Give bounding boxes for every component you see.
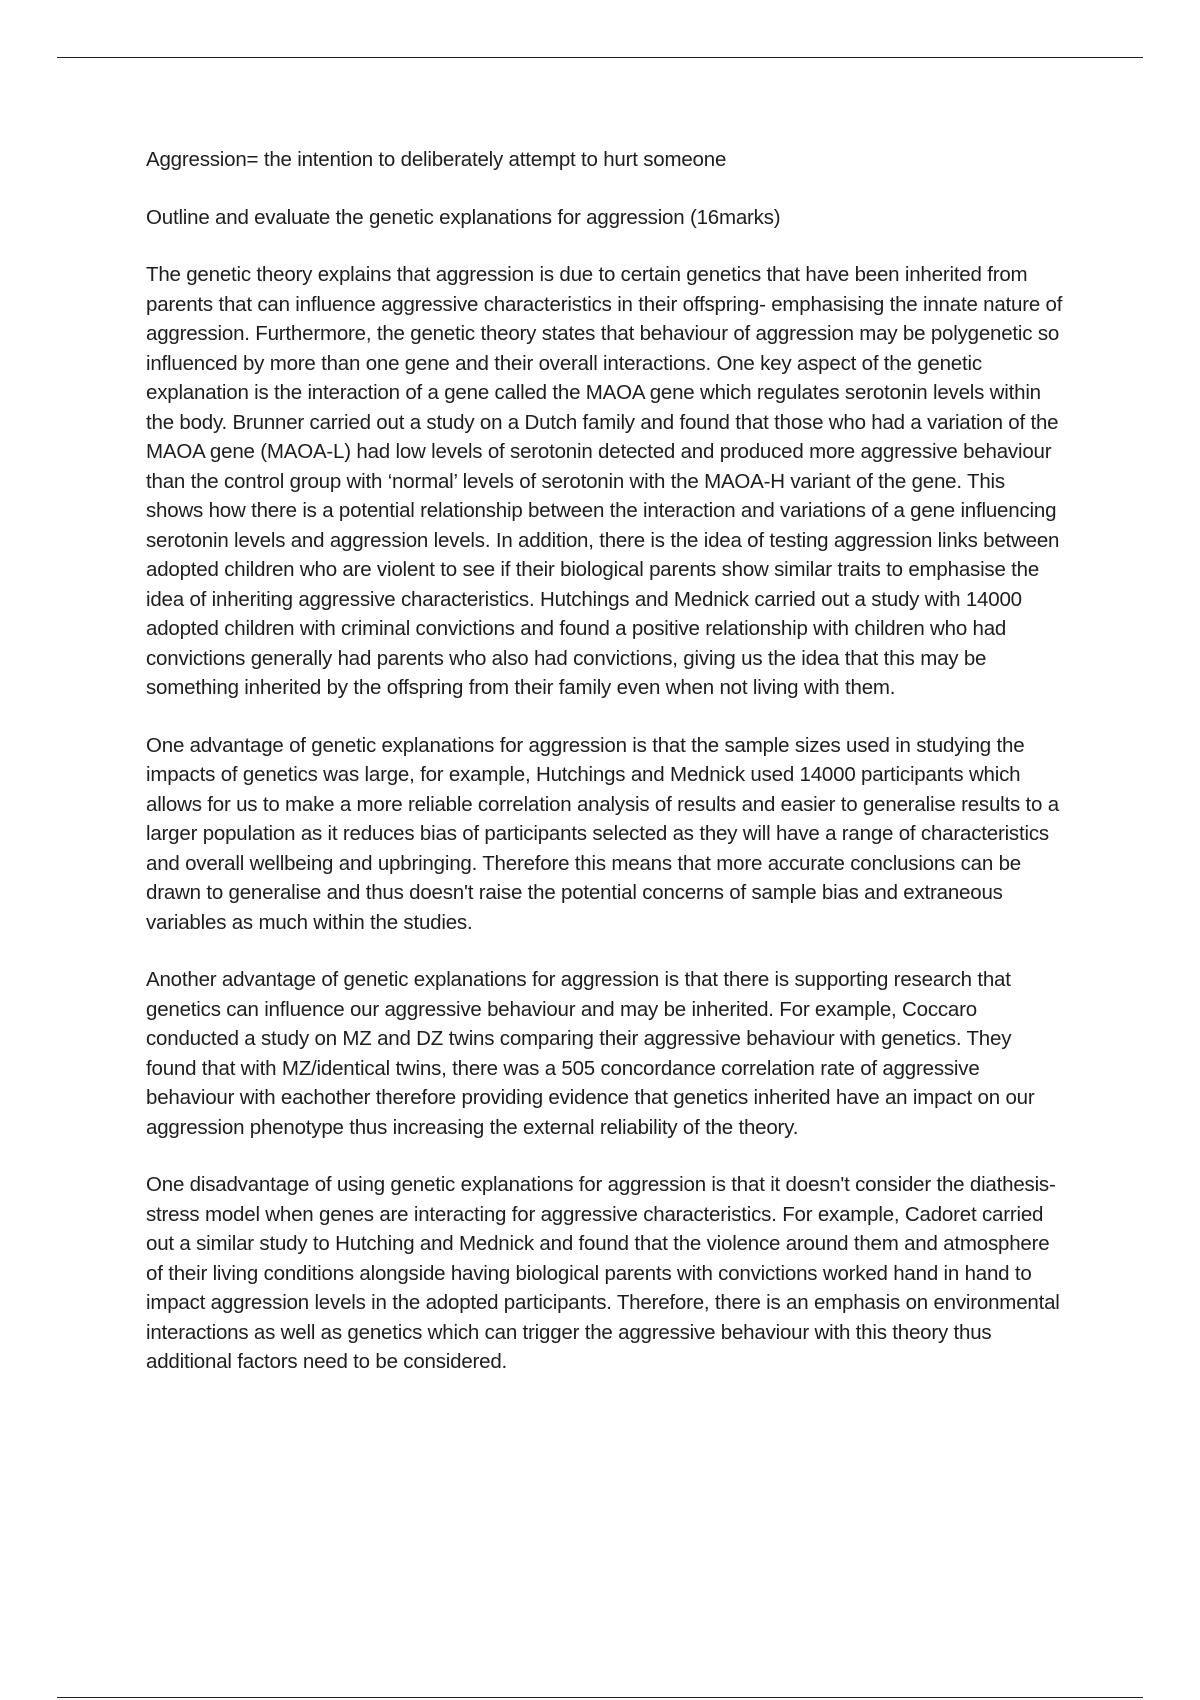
definition-line: Aggression= the intention to deliberately attempt to hurt someone (146, 148, 727, 171)
document-body (146, 145, 1066, 1405)
paragraph-advantage-supporting-research: Another advantage of genetic explanations for aggression is that there is supporting research that genetics can influence our aggressive behaviour and may be inherited. For example, Coccaro conducted a study on MZ and DZ twins comparing their aggressive behaviour with genetics. They found that with MZ/identical twins, there was a 505 concordance correlation rate of aggressive behaviour with eachother therefore providing evidence that genetics inherited have an impact on our aggression phenotype thus increasing the external reliability of the theory. (146, 968, 1035, 1139)
header-rule (57, 57, 1143, 58)
paragraph-disadvantage-diathesis-stress: One disadvantage of using genetic explanations for aggression is that it doesn't consider the diathesis-stress model when genes are interacting for aggressive characteristics. For example, Cadoret carried out a similar study to Hutching and Mednick and found that the violence around them and atmosphere of their living conditions alongside having biological parents with convictions worked hand in hand to impact aggression levels in the adopted participants. Therefore, there is an emphasis on environmental interactions as well as genetics which can trigger the aggressive behaviour with this theory thus additional factors need to be considered. (146, 1173, 1060, 1373)
paragraph-outline: The genetic theory explains that aggression is due to certain genetics that have been inherited from parents that can influence aggressive characteristics in their offspring- emphasising the innate nature of aggression. Furthermore, the genetic theory states that behaviour of aggression may be polygenetic so influenced by more than one gene and their overall interactions. One key aspect of the genetic explanation is the interaction of a gene called the MAOA gene which regulates serotonin levels within the body. Brunner carried out a study on a Dutch family and found that those who had a variation of the MAOA gene (MAOA-L) had low levels of serotonin detected and produced more aggressive behaviour than the control group with ‘normal’ levels of serotonin with the MAOA-H variant of the gene. This shows how there is a potential relationship between the interaction and variations of a gene influencing serotonin levels and aggression levels. In addition, there is the idea of testing aggression links between adopted children who are violent to see if their biological parents show similar traits to emphasise the idea of inheriting aggressive characteristics. Hutchings and Mednick carried out a study with 14000 adopted children with criminal convictions and found a positive relationship with children who had convictions generally had parents who also had convictions, giving us the idea that this may be something inherited by the offspring from their family even when not living with them. (146, 263, 1063, 699)
footer-rule (57, 1697, 1143, 1698)
essay-question: Outline and evaluate the genetic explanations for aggression (16marks) (146, 205, 781, 229)
paragraph-advantage-sample-size: One advantage of genetic explanations for aggression is that the sample sizes used in studying the impacts of genetics was large, for example, Hutchings and Mednick used 14000 participants which allows for us to make a more reliable correlation analysis of results and easier to generalise results to a larger population as it reduces bias of participants selected as they will have a range of characteristics and overall wellbeing and upbringing. Therefore this means that more accurate conclusions can be drawn to generalise and thus doesn't raise the potential concerns of sample bias and extraneous variables as much within the studies. (146, 733, 1059, 934)
